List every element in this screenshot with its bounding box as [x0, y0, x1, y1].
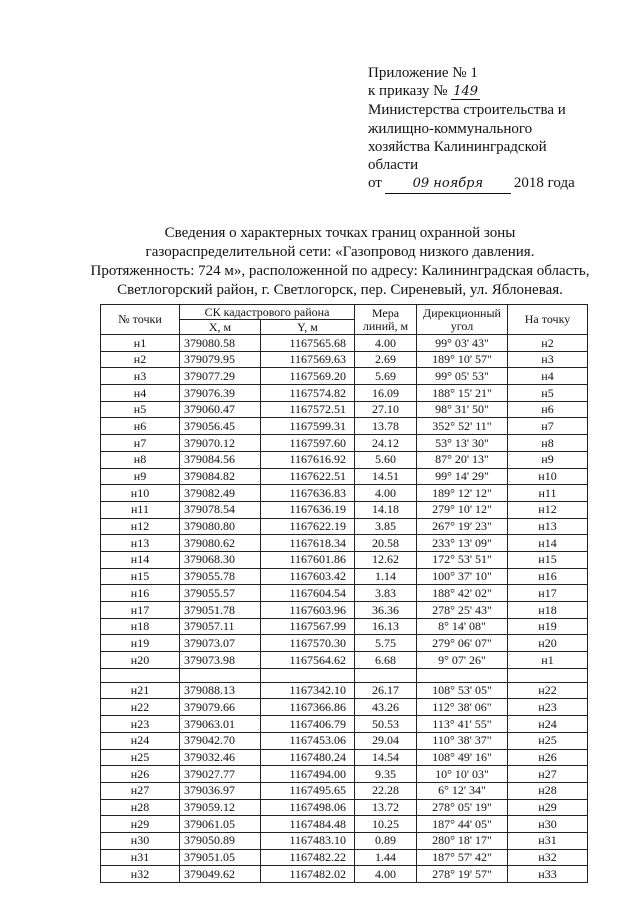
- x-coord-cell: 379082.49: [180, 485, 261, 502]
- table-row: [101, 866, 588, 883]
- table-row: [101, 351, 588, 368]
- points-table: [100, 304, 588, 883]
- to-point-cell: н14: [508, 535, 588, 552]
- direction-cell: 188° 15' 21": [417, 385, 508, 402]
- date-handwritten: 09 ноября: [385, 175, 511, 194]
- x-coord-cell: 379070.12: [180, 435, 261, 452]
- table-row: [101, 385, 588, 402]
- table-row: [101, 749, 588, 766]
- measure-cell: 20.58: [355, 535, 417, 552]
- measure-cell: 24.12: [355, 435, 417, 452]
- measure-cell: 5.60: [355, 451, 417, 468]
- direction-cell: 267° 19' 23": [417, 518, 508, 535]
- point-id-cell: н13: [101, 535, 180, 552]
- x-coord-cell: 379055.57: [180, 585, 261, 602]
- point-id-cell: н8: [101, 451, 180, 468]
- point-id-cell: н2: [101, 351, 180, 368]
- y-coord-cell: 1167622.51: [261, 468, 355, 485]
- y-coord-cell: 1167569.20: [261, 368, 355, 385]
- measure-cell: 4.00: [355, 485, 417, 502]
- measure-cell: 22.28: [355, 782, 417, 799]
- direction-cell: 233° 13' 09": [417, 535, 508, 552]
- to-point-cell: н8: [508, 435, 588, 452]
- to-point-cell: н20: [508, 635, 588, 652]
- x-coord-cell: 379080.80: [180, 518, 261, 535]
- table-row: [101, 568, 588, 585]
- direction-cell: 8° 14' 08": [417, 618, 508, 635]
- measure-cell: 16.09: [355, 385, 417, 402]
- point-id-cell: н27: [101, 782, 180, 799]
- appendix-title: Приложение № 1: [368, 65, 478, 81]
- y-coord-cell: 1167564.62: [261, 652, 355, 669]
- table-row: [101, 716, 588, 733]
- y-coord-cell: 1167482.22: [261, 849, 355, 866]
- table-row: [101, 468, 588, 485]
- title-line-1: Сведения о характерных точках границ охранной зоны: [164, 225, 516, 241]
- measure-cell: 14.51: [355, 468, 417, 485]
- direction-cell: 172° 53' 51": [417, 551, 508, 568]
- direction-cell: 279° 10' 12": [417, 501, 508, 518]
- x-coord-cell: 379051.05: [180, 849, 261, 866]
- direction-cell: 99° 05' 53": [417, 368, 508, 385]
- x-coord-cell: 379084.82: [180, 468, 261, 485]
- direction-cell: 279° 06' 07": [417, 635, 508, 652]
- table-row: [101, 682, 588, 699]
- measure-cell: 9.35: [355, 766, 417, 783]
- date-line: [368, 174, 628, 194]
- point-id-cell: н12: [101, 518, 180, 535]
- point-id-cell: н23: [101, 716, 180, 733]
- point-id-cell: н9: [101, 468, 180, 485]
- x-coord-cell: 379073.98: [180, 652, 261, 669]
- to-point-cell: н32: [508, 849, 588, 866]
- to-point-cell: н10: [508, 468, 588, 485]
- to-point-cell: н13: [508, 518, 588, 535]
- point-id-cell: н17: [101, 602, 180, 619]
- x-coord-cell: 379059.12: [180, 799, 261, 816]
- point-id-cell: н20: [101, 652, 180, 669]
- direction-cell: 352° 52' 11": [417, 418, 508, 435]
- direction-cell: 278° 19' 57": [417, 866, 508, 883]
- date-prefix: от: [368, 175, 382, 192]
- direction-cell: 110° 38' 37": [417, 732, 508, 749]
- y-coord-cell: 1167574.82: [261, 385, 355, 402]
- x-coord-cell: 379061.05: [180, 816, 261, 833]
- measure-cell: 14.18: [355, 501, 417, 518]
- table-row: [101, 652, 588, 669]
- ministry-line-1: Министерства строительства и: [368, 102, 566, 119]
- ministry-line-4: области: [368, 157, 419, 174]
- y-coord-cell: 1167616.92: [261, 451, 355, 468]
- x-coord-cell: 379077.29: [180, 368, 261, 385]
- table-row: [101, 832, 588, 849]
- to-point-cell: н12: [508, 501, 588, 518]
- header-point: № точки: [101, 305, 180, 335]
- table-row: [101, 435, 588, 452]
- to-point-cell: н17: [508, 585, 588, 602]
- point-id-cell: н26: [101, 766, 180, 783]
- point-id-cell: н5: [101, 401, 180, 418]
- to-point-cell: н18: [508, 602, 588, 619]
- direction-cell: 9° 07' 26": [417, 652, 508, 669]
- title-line-4: Светлогорский район, г. Светлогорск, пер. Сиреневый, ул. Яблоневая.: [117, 282, 563, 298]
- table-row: [101, 635, 588, 652]
- y-coord-cell: 1167570.30: [261, 635, 355, 652]
- y-coord-cell: 1167484.48: [261, 816, 355, 833]
- measure-cell: 4.00: [355, 335, 417, 352]
- point-id-cell: н3: [101, 368, 180, 385]
- to-point-cell: н23: [508, 699, 588, 716]
- table-group-2: [101, 682, 588, 882]
- table-group-1: [101, 335, 588, 669]
- to-point-cell: н27: [508, 766, 588, 783]
- x-coord-cell: 379080.58: [180, 335, 261, 352]
- point-id-cell: н22: [101, 699, 180, 716]
- table-row: [101, 551, 588, 568]
- table-row: [101, 518, 588, 535]
- point-id-cell: н16: [101, 585, 180, 602]
- table-row: [101, 766, 588, 783]
- measure-cell: 29.04: [355, 732, 417, 749]
- to-point-cell: н28: [508, 782, 588, 799]
- to-point-cell: н29: [508, 799, 588, 816]
- table-row: [101, 585, 588, 602]
- measure-cell: 0.89: [355, 832, 417, 849]
- table-row: [101, 618, 588, 635]
- to-point-cell: н16: [508, 568, 588, 585]
- measure-cell: 3.83: [355, 585, 417, 602]
- table-separator: [101, 668, 588, 682]
- point-id-cell: н1: [101, 335, 180, 352]
- y-coord-cell: 1167498.06: [261, 799, 355, 816]
- to-point-cell: н2: [508, 335, 588, 352]
- y-coord-cell: 1167618.34: [261, 535, 355, 552]
- direction-cell: 100° 37' 10": [417, 568, 508, 585]
- x-coord-cell: 379056.45: [180, 418, 261, 435]
- date-suffix: 2018 года: [513, 175, 575, 192]
- direction-cell: 278° 25' 43": [417, 602, 508, 619]
- table-row: [101, 782, 588, 799]
- x-coord-cell: 379084.56: [180, 451, 261, 468]
- order-prefix: к приказу №: [368, 83, 448, 100]
- y-coord-cell: 1167603.96: [261, 602, 355, 619]
- to-point-cell: н1: [508, 652, 588, 669]
- header-ck: СК кадастрового района: [180, 305, 355, 320]
- y-coord-cell: 1167636.19: [261, 501, 355, 518]
- point-id-cell: н7: [101, 435, 180, 452]
- direction-cell: 187° 44' 05": [417, 816, 508, 833]
- x-coord-cell: 379057.11: [180, 618, 261, 635]
- y-coord-cell: 1167572.51: [261, 401, 355, 418]
- table-row: [101, 501, 588, 518]
- table-row: [101, 451, 588, 468]
- to-point-cell: н25: [508, 732, 588, 749]
- measure-cell: 10.25: [355, 816, 417, 833]
- to-point-cell: н4: [508, 368, 588, 385]
- direction-cell: 98° 31' 50": [417, 401, 508, 418]
- measure-cell: 50.53: [355, 716, 417, 733]
- measure-cell: 26.17: [355, 682, 417, 699]
- title-line-2: газораспределительной сети: «Газопровод низкого давления.: [145, 244, 535, 260]
- x-coord-cell: 379027.77: [180, 766, 261, 783]
- y-coord-cell: 1167480.24: [261, 749, 355, 766]
- to-point-cell: н19: [508, 618, 588, 635]
- x-coord-cell: 379079.66: [180, 699, 261, 716]
- to-point-cell: н11: [508, 485, 588, 502]
- to-point-cell: н7: [508, 418, 588, 435]
- y-coord-cell: 1167494.00: [261, 766, 355, 783]
- x-coord-cell: 379036.97: [180, 782, 261, 799]
- y-coord-cell: 1167622.19: [261, 518, 355, 535]
- direction-cell: 188° 42' 02": [417, 585, 508, 602]
- y-coord-cell: 1167565.68: [261, 335, 355, 352]
- direction-cell: 189° 10' 57": [417, 351, 508, 368]
- to-point-cell: н31: [508, 832, 588, 849]
- title-line-3: Протяженность: 724 м», расположенной по адресу: Калининградская область,: [90, 263, 590, 279]
- x-coord-cell: 379079.95: [180, 351, 261, 368]
- measure-cell: 13.78: [355, 418, 417, 435]
- point-id-cell: н10: [101, 485, 180, 502]
- y-coord-cell: 1167636.83: [261, 485, 355, 502]
- ministry-line-3: хозяйства Калининградской: [368, 138, 547, 155]
- measure-cell: 36.36: [355, 602, 417, 619]
- x-coord-cell: 379080.62: [180, 535, 261, 552]
- measure-cell: 6.68: [355, 652, 417, 669]
- x-coord-cell: 379063.01: [180, 716, 261, 733]
- measure-cell: 5.69: [355, 368, 417, 385]
- point-id-cell: н29: [101, 816, 180, 833]
- table-row: [101, 602, 588, 619]
- direction-cell: 280° 18' 17": [417, 832, 508, 849]
- to-point-cell: н6: [508, 401, 588, 418]
- y-coord-cell: 1167569.63: [261, 351, 355, 368]
- measure-cell: 1.44: [355, 849, 417, 866]
- to-point-cell: н9: [508, 451, 588, 468]
- point-id-cell: н28: [101, 799, 180, 816]
- measure-cell: 16.13: [355, 618, 417, 635]
- point-id-cell: н25: [101, 749, 180, 766]
- y-coord-cell: 1167567.99: [261, 618, 355, 635]
- table-row: [101, 816, 588, 833]
- x-coord-cell: 379076.39: [180, 385, 261, 402]
- y-coord-cell: 1167453.06: [261, 732, 355, 749]
- x-coord-cell: 379055.78: [180, 568, 261, 585]
- measure-cell: 13.72: [355, 799, 417, 816]
- measure-cell: 12.62: [355, 551, 417, 568]
- document-title: [80, 224, 600, 300]
- measure-cell: 5.75: [355, 635, 417, 652]
- order-line: [368, 82, 628, 101]
- point-id-cell: н15: [101, 568, 180, 585]
- x-coord-cell: 379078.54: [180, 501, 261, 518]
- point-id-cell: н30: [101, 832, 180, 849]
- measure-cell: 2.69: [355, 351, 417, 368]
- ministry-line-2: жилищно-коммунального: [368, 120, 533, 137]
- direction-cell: 108° 49' 16": [417, 749, 508, 766]
- point-id-cell: н32: [101, 866, 180, 883]
- to-point-cell: н5: [508, 385, 588, 402]
- measure-cell: 43.26: [355, 699, 417, 716]
- y-coord-cell: 1167604.54: [261, 585, 355, 602]
- to-point-cell: н15: [508, 551, 588, 568]
- point-id-cell: н6: [101, 418, 180, 435]
- x-coord-cell: 379088.13: [180, 682, 261, 699]
- direction-cell: 113° 41' 55": [417, 716, 508, 733]
- to-point-cell: н24: [508, 716, 588, 733]
- point-id-cell: н11: [101, 501, 180, 518]
- y-coord-cell: 1167406.79: [261, 716, 355, 733]
- header-measure: Мера линий, м: [355, 305, 417, 335]
- point-id-cell: н14: [101, 551, 180, 568]
- direction-cell: 99° 03' 43": [417, 335, 508, 352]
- x-coord-cell: 379060.47: [180, 401, 261, 418]
- to-point-cell: н33: [508, 866, 588, 883]
- x-coord-cell: 379051.78: [180, 602, 261, 619]
- table-row: [101, 699, 588, 716]
- header-to-point: На точку: [508, 305, 588, 335]
- appendix-block: [368, 64, 628, 194]
- table-row: [101, 849, 588, 866]
- direction-cell: 53° 13' 30": [417, 435, 508, 452]
- y-coord-cell: 1167599.31: [261, 418, 355, 435]
- point-id-cell: н4: [101, 385, 180, 402]
- table-row: [101, 485, 588, 502]
- table-row: [101, 418, 588, 435]
- direction-cell: 6° 12' 34": [417, 782, 508, 799]
- point-id-cell: н24: [101, 732, 180, 749]
- to-point-cell: н3: [508, 351, 588, 368]
- x-coord-cell: 379032.46: [180, 749, 261, 766]
- measure-cell: 27.10: [355, 401, 417, 418]
- direction-cell: 187° 57' 42": [417, 849, 508, 866]
- y-coord-cell: 1167603.42: [261, 568, 355, 585]
- table-row: [101, 401, 588, 418]
- y-coord-cell: 1167597.60: [261, 435, 355, 452]
- y-coord-cell: 1167483.10: [261, 832, 355, 849]
- y-coord-cell: 1167482.02: [261, 866, 355, 883]
- point-id-cell: н19: [101, 635, 180, 652]
- y-coord-cell: 1167342.10: [261, 682, 355, 699]
- y-coord-cell: 1167366.86: [261, 699, 355, 716]
- point-id-cell: н21: [101, 682, 180, 699]
- x-coord-cell: 379042.70: [180, 732, 261, 749]
- direction-cell: 87° 20' 13": [417, 451, 508, 468]
- x-coord-cell: 379050.89: [180, 832, 261, 849]
- to-point-cell: н30: [508, 816, 588, 833]
- direction-cell: 10° 10' 03": [417, 766, 508, 783]
- header-direction: Дирекционный угол: [417, 305, 508, 335]
- table-row: [101, 799, 588, 816]
- x-coord-cell: 379073.07: [180, 635, 261, 652]
- table-row: [101, 335, 588, 352]
- x-coord-cell: 379049.62: [180, 866, 261, 883]
- point-id-cell: н18: [101, 618, 180, 635]
- header-y: Y, м: [261, 320, 355, 335]
- table-row: [101, 732, 588, 749]
- table-row: [101, 368, 588, 385]
- x-coord-cell: 379068.30: [180, 551, 261, 568]
- order-number-handwritten: 149: [453, 84, 479, 100]
- measure-cell: 3.85: [355, 518, 417, 535]
- direction-cell: 99° 14' 29": [417, 468, 508, 485]
- y-coord-cell: 1167495.65: [261, 782, 355, 799]
- direction-cell: 108° 53' 05": [417, 682, 508, 699]
- measure-cell: 14.54: [355, 749, 417, 766]
- direction-cell: 189° 12' 12": [417, 485, 508, 502]
- y-coord-cell: 1167601.86: [261, 551, 355, 568]
- direction-cell: 278° 05' 19": [417, 799, 508, 816]
- point-id-cell: н31: [101, 849, 180, 866]
- measure-cell: 4.00: [355, 866, 417, 883]
- direction-cell: 112° 38' 06": [417, 699, 508, 716]
- measure-cell: 1.14: [355, 568, 417, 585]
- table-row: [101, 535, 588, 552]
- to-point-cell: н26: [508, 749, 588, 766]
- to-point-cell: н22: [508, 682, 588, 699]
- header-x: Х, м: [180, 320, 261, 335]
